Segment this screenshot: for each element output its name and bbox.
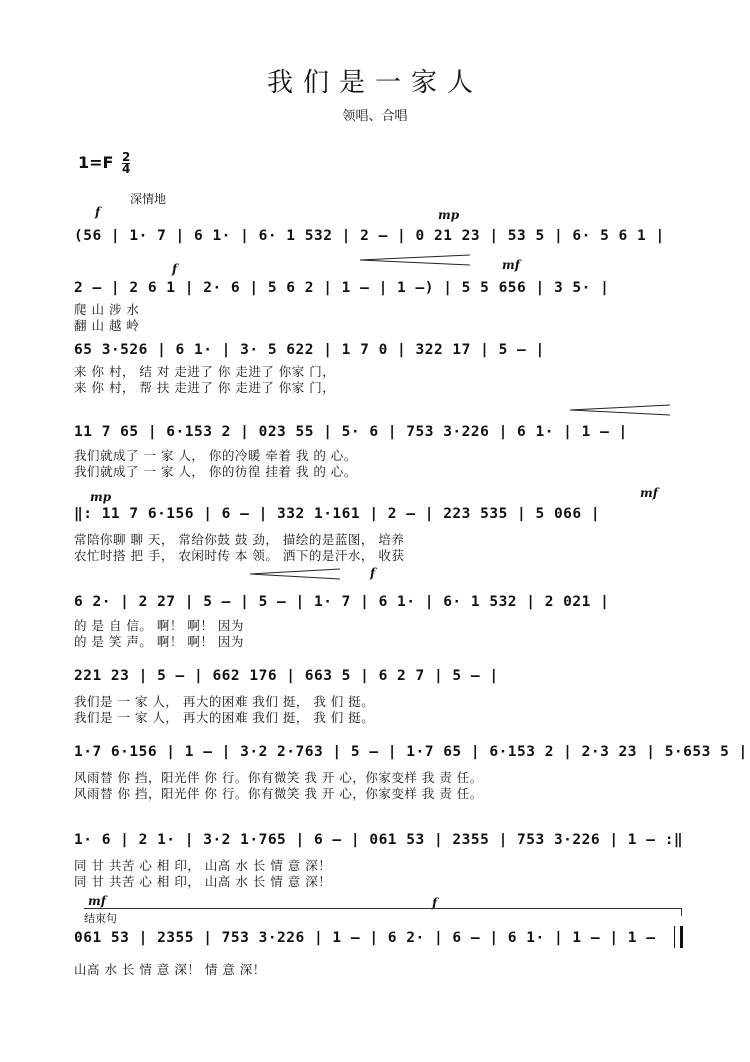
notation-row-7: 221 23 | 5 – | 662 176 | 663 5 | 6 2 7 | 5 – | [74,668,499,684]
dynamic-mark: f [95,205,101,219]
dynamic-mark: f [172,262,178,276]
lyric-row-5-verse-1: 常陪你聊 聊 天， 常给你鼓 鼓 劲， 描绘的是蓝图， 培养 [74,532,405,547]
key-label: 1=F [78,153,114,172]
notation-row-5: ‖: 11 7 6·156 | 6 – | 332 1·161 | 2 – | 223 535 | 5 066 | [74,506,601,522]
coda-bracket-end [681,908,682,916]
lyric-row-7-verse-2: 我们是 一 家 人， 再大的困难 我们 挺， 我 们 挺。 [74,710,375,725]
song-subtitle: 领唱、合唱 [342,109,408,124]
song-title: 我们是一家人 [266,68,483,98]
lyric-row-5-verse-2: 农忙时搭 把 手， 农闲时传 本 领。 洒下的是汗水， 收获 [74,548,405,563]
coda-label: 结束句 [84,912,117,925]
dynamic-mark: f [370,566,376,580]
final-barline [674,926,683,948]
time-signature [122,152,130,175]
notation-row-8: 1·7 6·156 | 1 – | 3·2 2·763 | 5 – | 1·7 65 | 6·153 2 | 2·3 23 | 5·653 5 | [74,744,748,760]
notation-row-4: 11 7 65 | 6·153 2 | 023 55 | 5· 6 | 753 3·226 | 6 1· | 1 – | [74,424,628,440]
dynamic-mark: f [432,896,438,910]
lyric-row-3-verse-2: 来 你 村， 帮 扶 走进了 你 走进了 你家 门， [74,380,336,395]
notation-row-2: 2 – | 2 6 1 | 2· 6 | 5 6 2 | 1 – | 1 –) | 5 5 656 | 3 5· | [74,280,610,296]
dynamic-mark: mf [640,486,658,500]
dynamic-mark: mp [90,490,112,504]
coda-bracket [84,908,682,909]
crescendo-hairpin [250,568,340,580]
notation-row-3: 65 3·526 | 6 1· | 3· 5 622 | 1 7 0 | 322 17 | 5 – | [74,342,545,358]
dynamic-mark: mf [502,258,520,272]
notation-row-9: 1· 6 | 2 1· | 3·2 1·765 | 6 – | 061 53 | 2355 | 753 3·226 | 1 – :‖ [74,832,684,848]
key-signature [78,152,130,175]
lyric-row-10: 山高 水 长 情 意 深！ 情 意 深！ [74,962,266,977]
lyric-row-3-verse-1: 来 你 村， 结 对 走进了 你 走进了 你家 门， [74,364,336,379]
lyric-row-2-verse-1: 爬 山 涉 水 [74,302,140,317]
crescendo-hairpin [360,254,470,266]
lyric-row-6-verse-1: 的 是 自 信。 啊！ 啊！ 因为 [74,618,244,633]
lyric-row-9-verse-2: 同 甘 共苦 心 相 印， 山高 水 长 情 意 深！ [74,874,332,889]
lyric-row-8-verse-1: 风雨替 你 挡，阳光伴 你 行。你有微笑 我 开 心，你家变样 我 责 任。 [74,770,483,785]
notation-row-6: 6 2· | 2 27 | 5 – | 5 – | 1· 7 | 6 1· | 6· 1 532 | 2 021 | [74,594,610,610]
notation-row-10: 061 53 | 2355 | 753 3·226 | 1 – | 6 2· | 6 – | 6 1· | 1 – | 1 – [74,930,656,946]
lyric-row-7-verse-1: 我们是 一 家 人， 再大的困难 我们 挺， 我 们 挺。 [74,694,375,709]
lyric-row-4-verse-1: 我们就成了 一 家 人， 你的冷暖 牵着 我 的 心。 [74,448,357,463]
dynamic-mark: mp [438,208,460,222]
tempo-marking: 深情地 [130,192,167,206]
meter-bottom: 4 [122,162,131,176]
crescendo-hairpin [570,404,670,416]
meter-top: 2 [122,150,131,164]
lyric-row-9-verse-1: 同 甘 共苦 心 相 印， 山高 水 长 情 意 深！ [74,858,332,873]
lyric-row-4-verse-2: 我们就成了 一 家 人， 你的彷徨 挂着 我 的 心。 [74,464,357,479]
notation-row-1: (56 | 1· 7 | 6 1· | 6· 1 532 | 2 – | 0 21 23 | 53 5 | 6· 5 6 1 | [74,228,665,244]
lyric-row-8-verse-2: 风雨替 你 挡，阳光伴 你 行。你有微笑 我 开 心，你家变样 我 责 任。 [74,786,483,801]
lyric-row-2-verse-2: 翻 山 越 岭 [74,318,140,333]
dynamic-mark: mf [88,894,106,908]
lyric-row-6-verse-2: 的 是 笑 声。 啊！ 啊！ 因为 [74,634,244,649]
